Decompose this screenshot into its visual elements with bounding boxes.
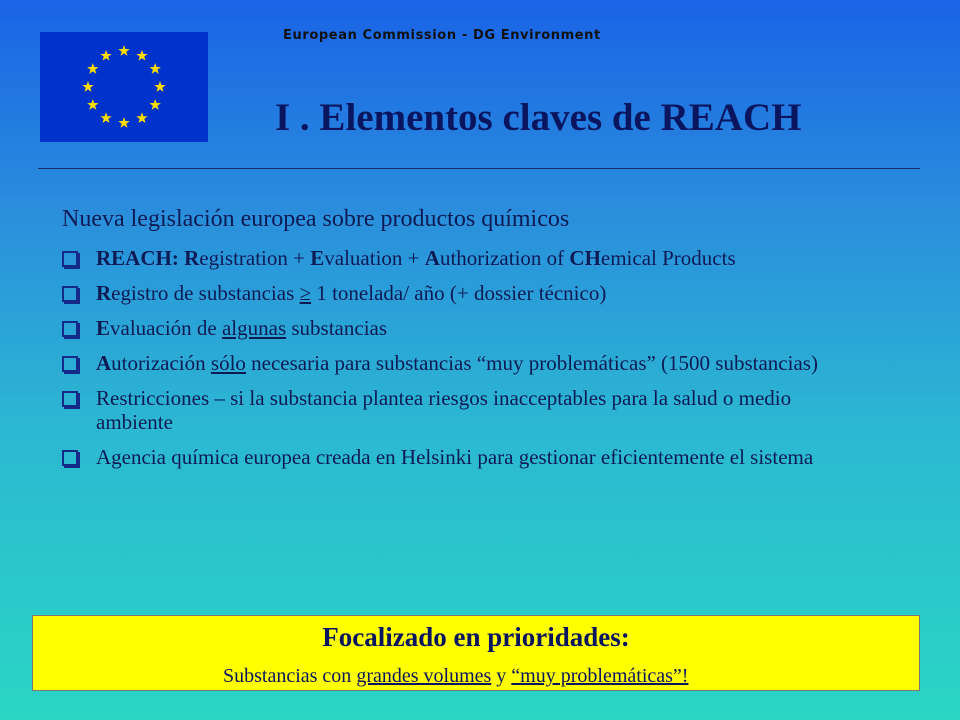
text-segment: egistro de substancias <box>111 281 300 305</box>
star-icon <box>149 99 160 110</box>
eu-flag-stars <box>40 32 208 142</box>
text-segment: egistration + <box>199 246 311 270</box>
checkbox-bullet-icon <box>62 450 78 466</box>
bullet-item <box>62 351 842 375</box>
focus-box <box>32 615 920 691</box>
star-icon <box>100 50 111 61</box>
text-segment: valuation + <box>324 246 425 270</box>
checkbox-bullet-icon <box>62 321 78 337</box>
text-segment: Restricciones – si la substancia plantea riesgos inacceptables para la salud o medio ambiente <box>96 386 792 434</box>
star-icon <box>136 112 147 123</box>
text-segment: grandes volumes <box>356 665 492 687</box>
text-segment: uthorization of <box>439 246 570 270</box>
checkbox-bullet-icon <box>62 286 78 302</box>
text-segment: A <box>424 246 440 270</box>
text-segment: REACH: R <box>96 246 200 270</box>
star-icon <box>136 50 147 61</box>
text-segment: “muy problemáticas”! <box>511 665 689 687</box>
checkbox-bullet-icon <box>62 391 78 407</box>
bullet-list <box>62 246 842 480</box>
bullet-item <box>62 316 842 340</box>
text-segment: utorización <box>111 351 211 375</box>
checkbox-bullet-icon <box>62 251 78 267</box>
text-segment: Agencia química europea creada en Helsinki para gestionar eficientemente el sistema <box>96 445 814 469</box>
title-divider <box>38 168 920 169</box>
star-icon <box>87 63 98 74</box>
text-segment: sólo <box>210 351 246 375</box>
bullet-item <box>62 281 842 305</box>
star-icon <box>100 112 111 123</box>
text-segment: valuación de <box>110 316 222 340</box>
eu-flag-logo <box>40 32 208 142</box>
star-icon <box>87 99 98 110</box>
focus-title: Focalizado en prioridades: <box>322 622 630 652</box>
checkbox-bullet-icon <box>62 356 78 372</box>
text-segment: ≥ <box>299 281 312 305</box>
text-segment: Substancias con <box>223 665 357 687</box>
star-icon <box>118 117 129 128</box>
organization-label: European Commission - DG Environment <box>283 28 601 43</box>
text-segment: emical Products <box>600 246 736 270</box>
text-segment: E <box>96 316 111 340</box>
star-icon <box>118 45 129 56</box>
star-icon <box>82 81 93 92</box>
text-segment: 1 tonelada/ año (+ dossier técnico) <box>311 281 607 305</box>
text-segment: R <box>96 281 112 305</box>
text-segment: algunas <box>221 316 287 340</box>
text-segment: A <box>96 351 112 375</box>
text-segment: substancias <box>286 316 388 340</box>
text-segment: CH <box>569 246 601 270</box>
star-icon <box>154 81 165 92</box>
text-segment: necesaria para substancias “muy problemáticas” (1500 substancias) <box>245 351 818 375</box>
intro-text: Nueva legislación europea sobre productos químicos <box>62 206 570 232</box>
text-segment: y <box>491 665 512 687</box>
focus-subtitle <box>223 665 688 688</box>
star-icon <box>149 63 160 74</box>
bullet-item <box>62 445 842 469</box>
text-segment: E <box>310 246 325 270</box>
bullet-item <box>62 386 842 434</box>
bullet-item <box>62 246 842 270</box>
slide-title: I . Elementos claves de REACH <box>275 96 802 139</box>
